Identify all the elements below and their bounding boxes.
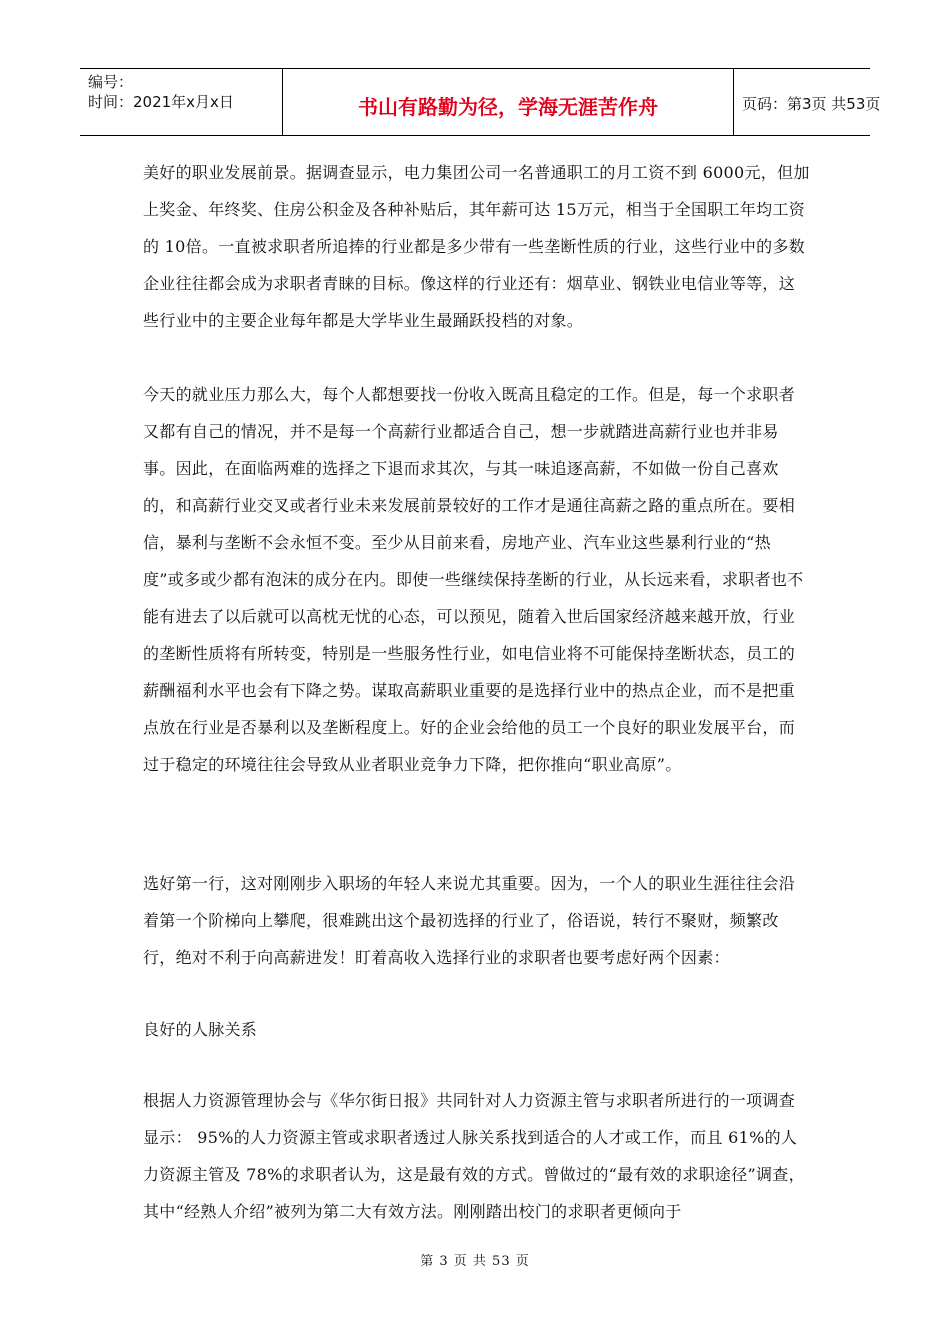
header-page-cell [734, 69, 881, 135]
header-info-cell [80, 69, 282, 135]
section-heading-network: 良好的人脉关系 [143, 1020, 258, 1039]
header-page-number: 页码：第3页 共53页 [742, 95, 881, 113]
paragraph-network-survey: 根据人力资源管理协会与《华尔街日报》共同针对人力资源主管与求职者所进行的一项调查显示： 95%的人力资源主管或求职者透过人脉关系找到适合的人才或工作，而且 61%的人力资源主管及 78%的求职者认为，这是最有效的方式。曾做过的“最有效的求职途径”调查，其中“经熟人介绍”被列为第二大有效方法。刚刚踏出校门的求职者更倾向于 [143, 1091, 805, 1221]
document-date-label: 时间：2021年x月x日 [88, 93, 234, 111]
page-footer: 第 3 页 共 53 页 [420, 1254, 530, 1269]
paragraph-first-job: 选好第一行，这对刚刚步入职场的年轻人来说尤其重要。因为，一个人的职业生涯往往会沿着第一个阶梯向上攀爬，很难跳出这个最初选择的行业了，俗语说，转行不聚财，频繁改行，绝对不利于向高薪进发！盯着高收入选择行业的求职者也要考虑好两个因素： [143, 874, 796, 967]
paragraph-industry-prospects: 美好的职业发展前景。据调查显示，电力集团公司一名普通职工的月工资不到 6000元，但加上奖金、年终奖、住房公积金及各种补贴后，其年薪可达 15万元，相当于全国职工年均工资的 10倍。一直被求职者所追捧的行业都是多少带有一些垄断性质的行业，这些行业中的多数企业往往都会成为求职者青睐的目标。像这样的行业还有：烟草业、钢铁业电信业等等，这些行业中的主要企业每年都是大学毕业生最踊跃投档的对象。 [143, 163, 810, 330]
header-motto: 书山有路勤为径，学海无涯苦作舟 [358, 95, 658, 119]
document-code-label: 编号： [88, 73, 134, 91]
paragraph-employment-pressure: 今天的就业压力那么大，每个人都想要找一份收入既高且稳定的工作。但是，每一个求职者又都有自己的情况，并不是每一个高薪行业都适合自己，想一步就踏进高薪行业也并非易事。因此，在面临两难的选择之下退而求其次，与其一味追逐高薪，不如做一份自己喜欢的，和高薪行业交叉或者行业未来发展前景较好的工作才是通往高薪之路的重点所在。要相信，暴利与垄断不会永恒不变。至少从目前来看，房地产业、汽车业这些暴利行业的“热度”或多或少都有泡沫的成分在内。即使一些继续保持垄断的行业，从长远来看，求职者也不能有进去了以后就可以高枕无忧的心态，可以预见，随着入世后国家经济越来越开放，行业的垄断性质将有所转变，特别是一些服务性行业，如电信业将不可能保持垄断状态，员工的薪酬福利水平也会有下降之势。谋取高薪职业重要的是选择行业中的热点企业，而不是把重点放在行业是否暴利以及垄断程度上。好的企业会给他的员工一个良好的职业发展平台，而过于稳定的环境往往会导致从业者职业竞争力下降，把你推向“职业高原”。 [143, 385, 804, 774]
header-motto-cell [282, 69, 734, 135]
page-header [80, 68, 881, 136]
